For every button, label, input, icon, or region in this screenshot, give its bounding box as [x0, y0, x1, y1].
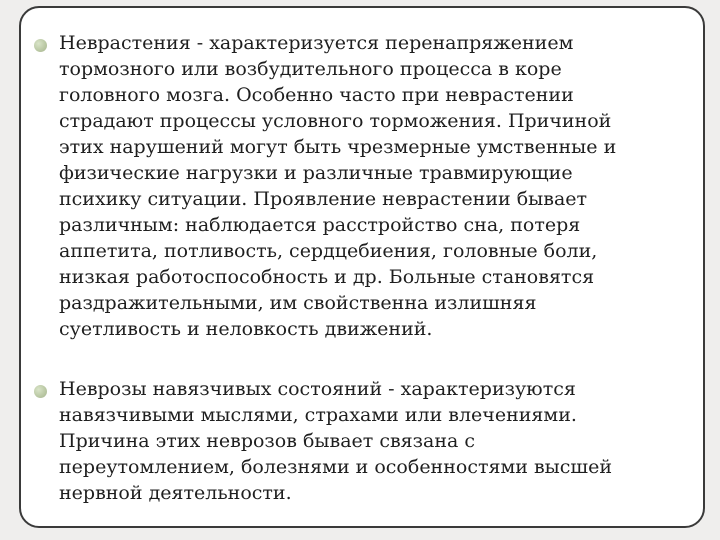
bullet-text-neurasthenia: Неврастения - характеризуется перенапряжением тормозного или возбудительного процесса в коре головного мозга. Особенно часто при неврастении страдают процессы условного торможения. Причиной этих нарушений могут быть чрезмерные умственные и физические нагрузки и различные травмирующие психику ситуации. Проявление неврастении бывает различным: наблюдается расстройство сна, потеря аппетита, потливость, сердцебиения, головные боли, низкая работоспособность и др. Больные становятся раздражительными, им свойственна излишняя суетливость и неловкость движений.: [59, 32, 617, 340]
bullet-item-obsessive-neuroses: [59, 376, 699, 506]
bullet-item-neurasthenia: [59, 30, 699, 342]
bullet-dot-icon: [34, 385, 47, 398]
bullet-dot-icon: [34, 39, 47, 52]
slide-frame: [19, 6, 705, 528]
bullet-text-obsessive-neuroses: Неврозы навязчивых состояний - характеризуются навязчивыми мыслями, страхами или влечениями. Причина этих неврозов бывает связана с переутомлением, болезнями и особенностями высшей нервной деятельности.: [59, 378, 612, 504]
